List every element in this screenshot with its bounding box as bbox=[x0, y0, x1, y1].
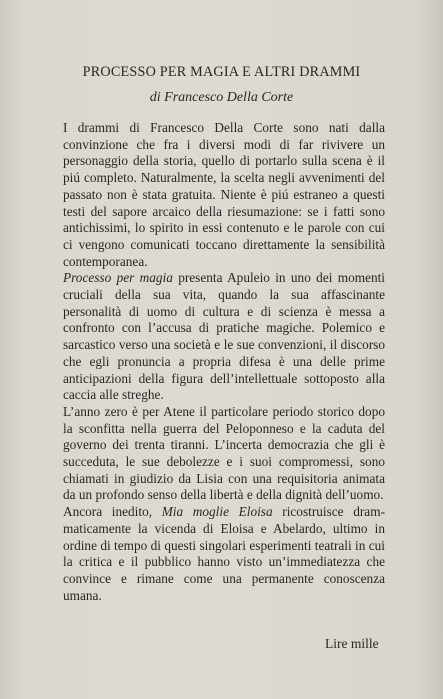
work-title-eloisa: Mia moglie Eloisa bbox=[161, 504, 273, 520]
book-title: PROCESSO PER MAGIA E ALTRI DRAMMI bbox=[82, 64, 361, 80]
blurb-paragraph-4-text: ricostruisce drammaticamente la vicenda di Eloisa e Abelardo, ultimo in ordine di tempo di questi singolari esperimenti teatrali in cui la critica e il pubblico hanno visto un’immediatezza che convince e rimane come una permanente conoscenza umana. bbox=[63, 504, 385, 603]
blurb-paragraph-1-text: I drammi di Francesco Della Corte sono nati dalla convinzione che fra i diversi modi di far rivivere un personaggio della storia, quello di portarlo sulla scena è il piú completo. Naturalmente, la scelta negli avvenimenti del passato non è stata gratuita. Niente è piú estraneo a questi testi del sapore arcaico della riesumazione: se i fatti sono antichissimi, lo spirito in essi contenuto e le parole con cui ci vengono comunicati toccano direttamente la sensibilità contemporanea. bbox=[63, 120, 385, 269]
work-title-processo: Processo per magia bbox=[63, 270, 173, 286]
blurb-paragraph-2-text: presenta Apuleio in uno dei momenti cruciali della sua vita, quando la sua affascinante personalità di uomo di cultura e di scienza è messa a confronto con l’accusa di pratiche magiche. Polemico e sarcastico verso una società e le sue convenzioni, il discorso che egli pronuncia a propria difesa è una delle prime anticipazioni della figura dell’intellettuale sottoposto alla caccia alle streghe. bbox=[63, 270, 386, 403]
blurb-paragraph-2 bbox=[63, 270, 385, 404]
book-author: di Francesco Della Corte bbox=[149, 90, 294, 105]
blurb-text bbox=[63, 120, 385, 604]
blurb-paragraph-4 bbox=[63, 504, 385, 604]
blurb-paragraph-3 bbox=[63, 404, 385, 504]
blurb-paragraph-1 bbox=[63, 120, 385, 270]
blurb-paragraph-3-text: L’anno zero è per Atene il particolare periodo storico dopo la sconfitta nella guerra del Peloponneso e la caduta del governo dei trenta tiranni. L’incerta democrazia che gli è succeduta, le sue debolezze e i suoi compromessi, sono chiamati in giudizio da Lisia con una requisitoria animata da un profondo senso della libertà e della dignità dell’uomo. bbox=[63, 403, 385, 503]
blurb-paragraph-4-pre: Ancora inedito, bbox=[63, 504, 162, 520]
price-label: Lire mille bbox=[325, 636, 379, 651]
